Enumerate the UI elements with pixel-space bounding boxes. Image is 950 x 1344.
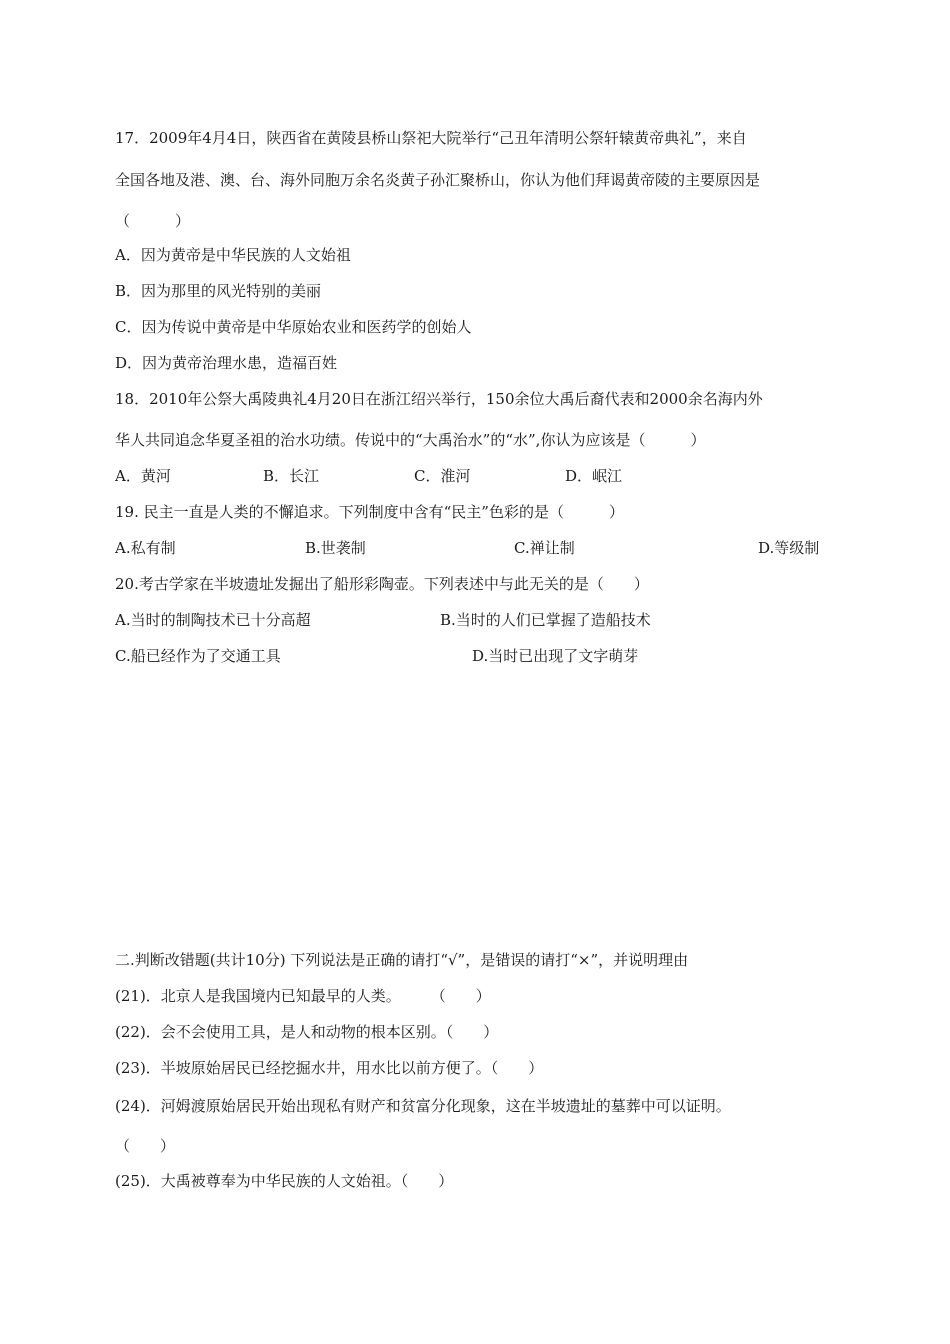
item-22: (22)．会不会使用工具，是人和动物的根本区别。（ ）	[115, 1023, 499, 1041]
q18-option-c: C．淮河	[414, 467, 471, 485]
item-25: (25)．大禹被尊奉为中华民族的人文始祖。（ ）	[115, 1172, 454, 1190]
q20-option-c: C.船已经作为了交通工具	[115, 647, 281, 665]
q19-option-d: D.等级制	[758, 539, 820, 557]
q17-option-d: D．因为黄帝治理水患，造福百姓	[115, 354, 338, 372]
q18-option-d: D．岷江	[565, 467, 623, 485]
q19-stem: 19. 民主一直是人类的不懈追求。下列制度中含有“民主”色彩的是（ ）	[115, 503, 624, 521]
q17-stem-line1: 17．2009年4月4日，陕西省在黄陵县桥山祭祀大院举行“己丑年清明公祭轩辕黄帝典礼”，来自	[115, 129, 747, 147]
q20-option-b: B.当时的人们已掌握了造船技术	[440, 611, 651, 629]
q20-option-d: D.当时已出现了文字萌芽	[472, 647, 639, 665]
q20-stem: 20.考古学家在半坡遗址发掘出了船形彩陶壶。下列表述中与此无关的是（ ）	[115, 575, 649, 593]
section2-heading: 二.判断改错题(共计10分) 下列说法是正确的请打“√”，是错误的请打“×”，并说明理由	[115, 951, 689, 969]
item-21: (21)．北京人是我国境内已知最早的人类。 （ ）	[115, 987, 491, 1005]
q17-option-c: C．因为传说中黄帝是中华原始农业和医药学的创始人	[115, 318, 472, 336]
q18-stem-line2: 华人共同追念华夏圣祖的治水功绩。传说中的“大禹治水”的“水”,你认为应该是（ ）	[115, 431, 706, 449]
item-23: (23)．半坡原始居民已经挖掘水井，用水比以前方便了。（ ）	[115, 1059, 544, 1077]
item-24-answer-blank: （ ）	[115, 1137, 176, 1155]
q17-option-a: A．因为黄帝是中华民族的人文始祖	[115, 246, 351, 264]
q18-stem-line1: 18．2010年公祭大禹陵典礼4月20日在浙江绍兴举行，150余位大禹后裔代表和2000余名海内外	[115, 390, 763, 408]
q19-option-a: A.私有制	[115, 539, 176, 557]
q17-answer-blank: （ ）	[115, 212, 191, 230]
q19-option-c: C.禅让制	[514, 539, 575, 557]
q18-option-b: B．长江	[263, 467, 320, 485]
q20-option-a: A.当时的制陶技术已十分高超	[115, 611, 311, 629]
q17-option-b: B．因为那里的风光特别的美丽	[115, 282, 322, 300]
q17-stem-line2: 全国各地及港、澳、台、海外同胞万余名炎黄子孙汇聚桥山，你认为他们拜谒黄帝陵的主要原因是	[115, 171, 761, 189]
q18-option-a: A．黄河	[115, 467, 171, 485]
item-24: (24)．河姆渡原始居民开始出现私有财产和贫富分化现象，这在半坡遗址的墓葬中可以证明。	[115, 1097, 731, 1115]
q19-option-b: B.世袭制	[305, 539, 366, 557]
